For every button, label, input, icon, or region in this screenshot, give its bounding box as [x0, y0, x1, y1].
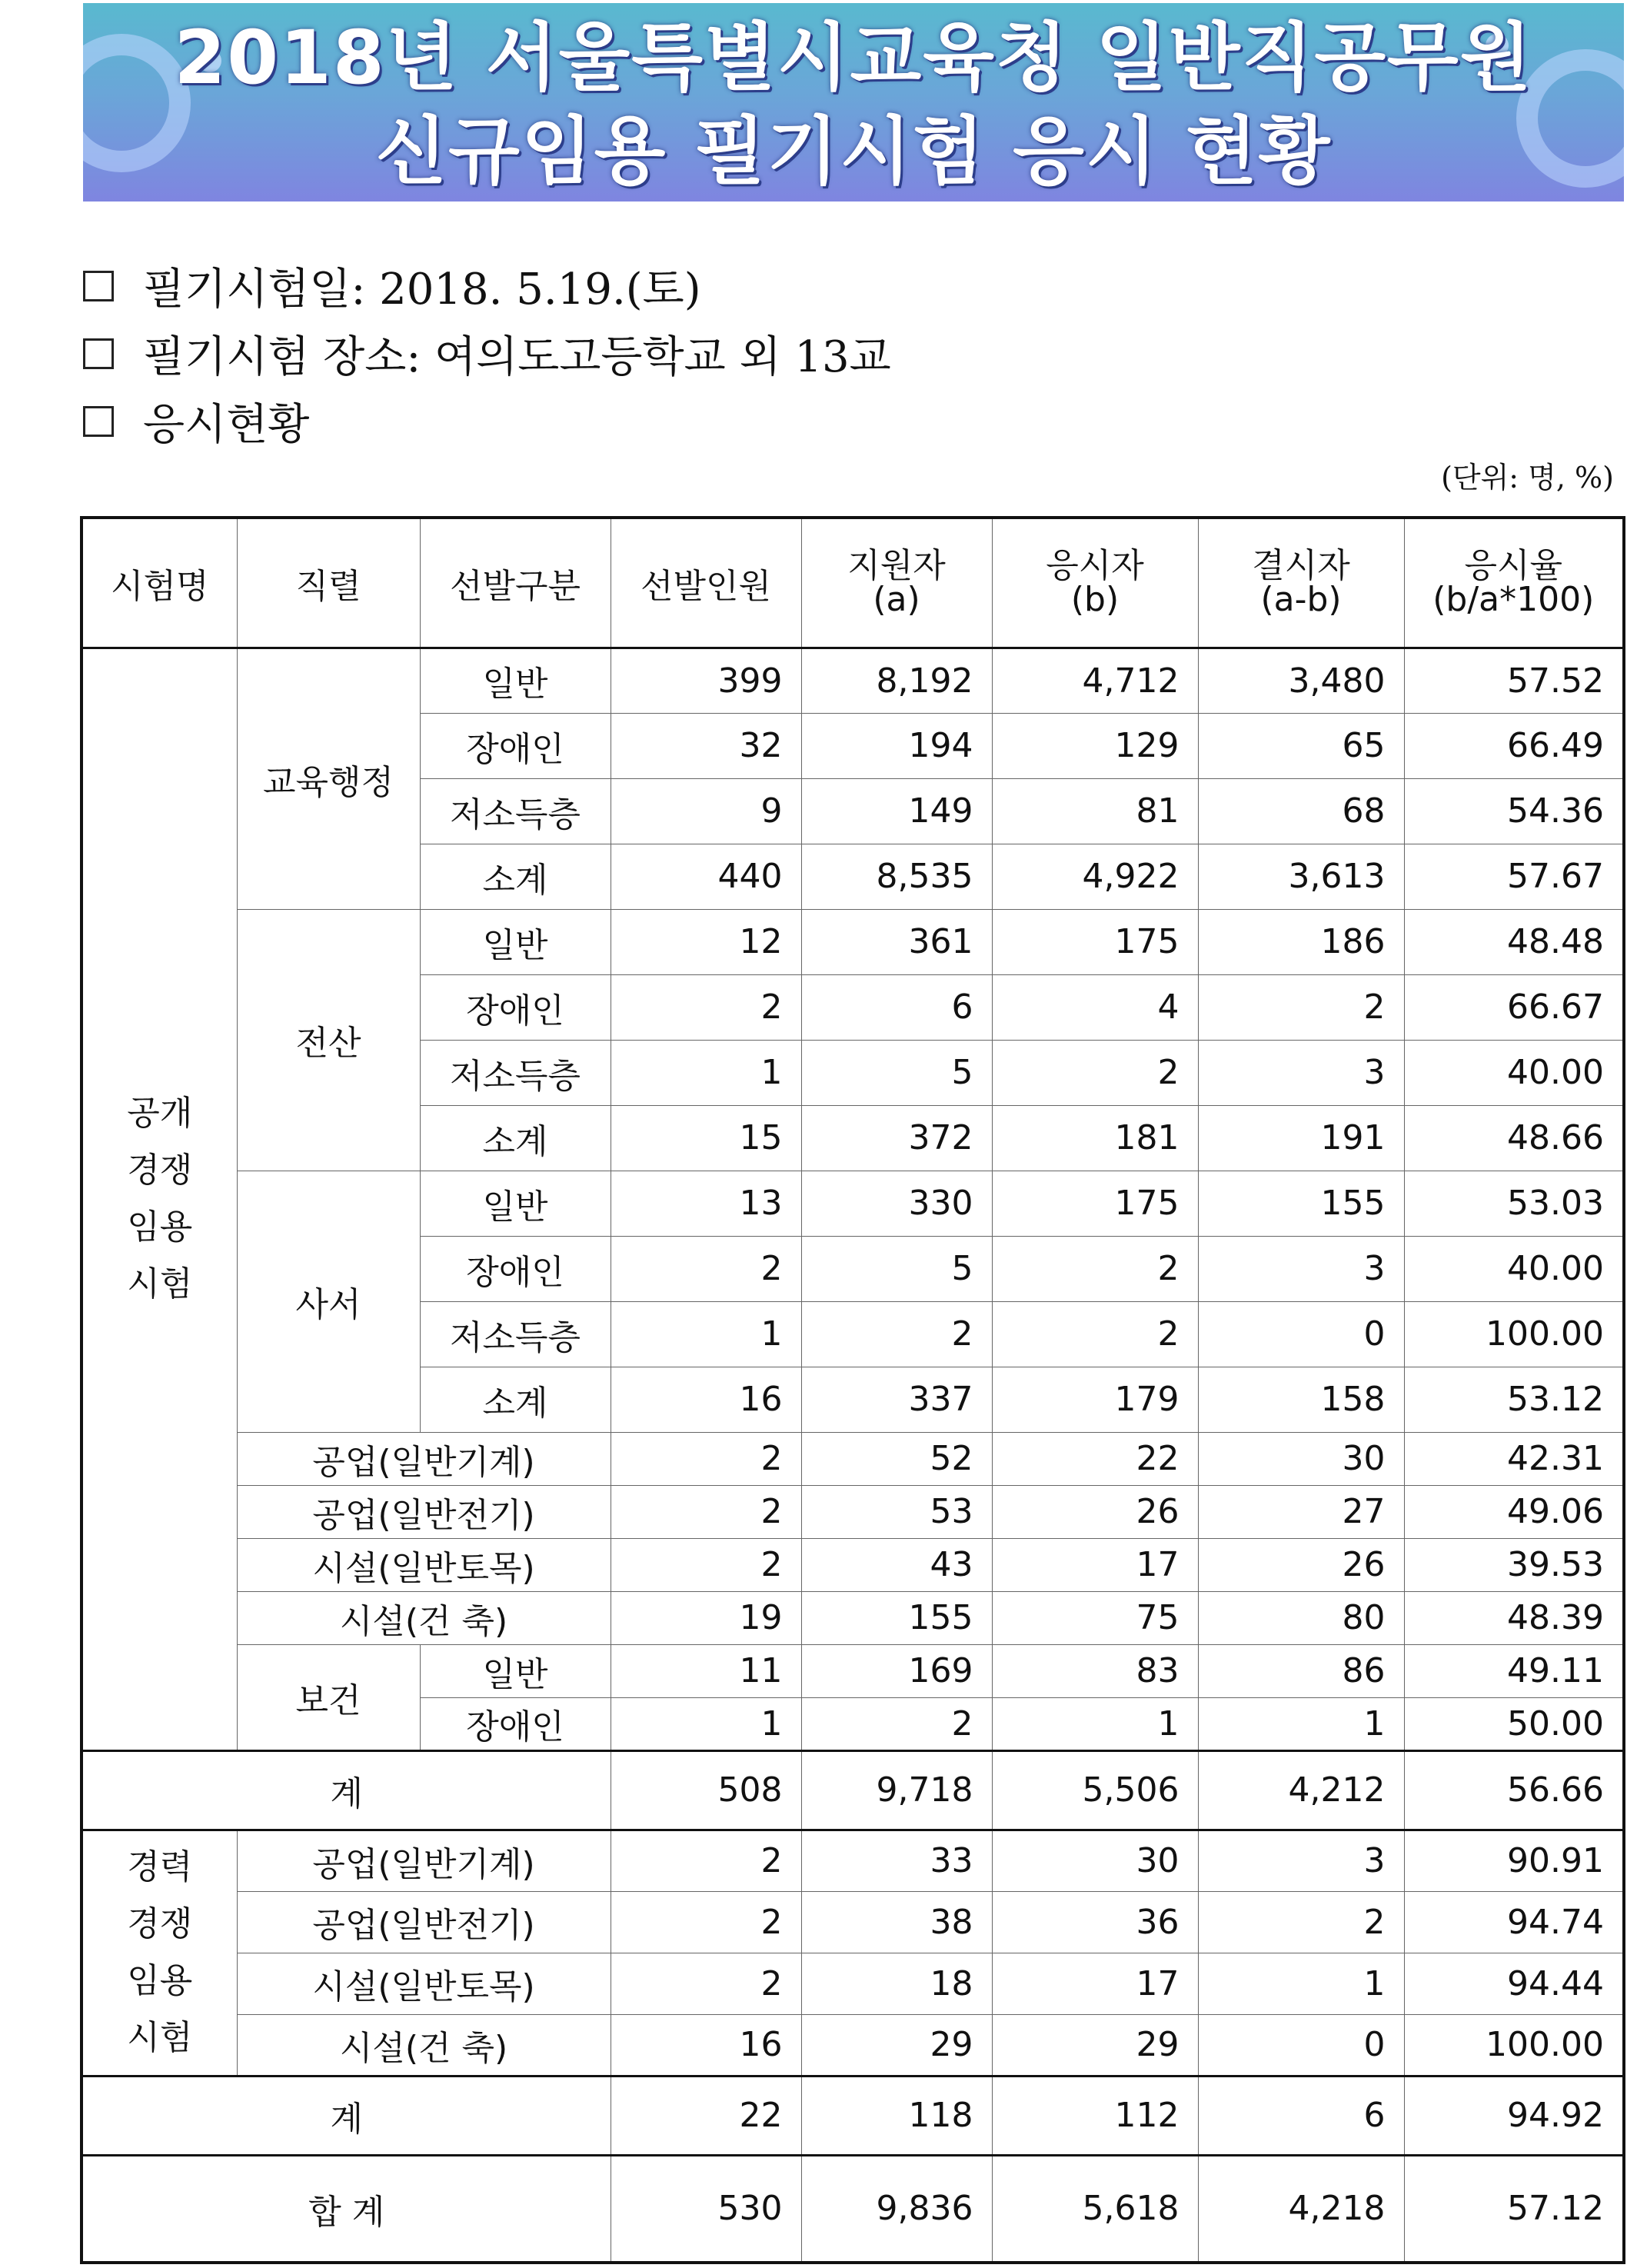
takers-cell: 1: [992, 1697, 1198, 1750]
applicants-cell: 53: [801, 1485, 992, 1538]
rate-cell: 57.12: [1404, 2155, 1624, 2263]
rate-cell: 40.00: [1404, 1040, 1624, 1105]
quota-cell: 2: [611, 1953, 801, 2014]
applicants-cell: 38: [801, 1891, 992, 1953]
header-rate-label: 응시율: [1464, 545, 1562, 585]
takers-cell: 181: [992, 1105, 1198, 1171]
rate-cell: 48.39: [1404, 1591, 1624, 1644]
takers-cell: 75: [992, 1591, 1198, 1644]
job-cell: 시설(건 축): [237, 2014, 611, 2076]
header-exam: 시험명: [82, 518, 237, 648]
takers-cell: 30: [992, 1830, 1198, 1891]
rate-cell: 39.53: [1404, 1538, 1624, 1591]
label-line: 경력: [127, 1847, 193, 1887]
absent-cell: 155: [1198, 1171, 1404, 1236]
rate-cell: 66.67: [1404, 974, 1624, 1040]
type-cell: 장애인: [420, 1236, 611, 1301]
info-item-label: 필기시험 장소: 여의도고등학교 외 13교: [143, 332, 891, 382]
absent-cell: 80: [1198, 1591, 1404, 1644]
rate-cell: 57.52: [1404, 648, 1624, 713]
rate-cell: 42.31: [1404, 1432, 1624, 1485]
job-cell: 공업(일반전기): [237, 1891, 611, 1953]
open-exam-label: [82, 648, 237, 1750]
quota-cell: 2: [611, 1830, 801, 1891]
absent-cell: 1: [1198, 1697, 1404, 1750]
applicants-cell: 43: [801, 1538, 992, 1591]
header-absent: [1198, 518, 1404, 648]
table-row: [82, 1644, 1624, 1697]
applicants-cell: 169: [801, 1644, 992, 1697]
takers-cell: 4,712: [992, 648, 1198, 713]
label-line: 시험: [127, 2018, 193, 2057]
job-cell: 시설(일반토목): [237, 1953, 611, 2014]
type-cell: 일반: [420, 909, 611, 974]
label-line: 공개: [127, 1094, 193, 1133]
quota-cell: 399: [611, 648, 801, 713]
exam-status-table: [80, 516, 1625, 2264]
quota-cell: 32: [611, 713, 801, 778]
header-applicants-sub: (a): [873, 579, 920, 619]
type-cell: 장애인: [420, 974, 611, 1040]
quota-cell: 16: [611, 1367, 801, 1432]
absent-cell: 4,218: [1198, 2155, 1404, 2263]
type-cell: 저소득층: [420, 1040, 611, 1105]
label-line: 경쟁: [127, 1904, 193, 1943]
header-applicants: [801, 518, 992, 648]
absent-cell: 6: [1198, 2076, 1404, 2155]
quota-cell: 2: [611, 1891, 801, 1953]
applicants-cell: 149: [801, 778, 992, 844]
table-row: [82, 1432, 1624, 1485]
absent-cell: 186: [1198, 909, 1404, 974]
rate-cell: 66.49: [1404, 713, 1624, 778]
takers-cell: 17: [992, 1953, 1198, 2014]
applicants-cell: 9,836: [801, 2155, 992, 2263]
quota-cell: 2: [611, 1236, 801, 1301]
table-row: [82, 1485, 1624, 1538]
rate-cell: 49.11: [1404, 1644, 1624, 1697]
job-cell: 공업(일반기계): [237, 1432, 611, 1485]
absent-cell: 2: [1198, 974, 1404, 1040]
absent-cell: 3: [1198, 1236, 1404, 1301]
type-cell: 소계: [420, 844, 611, 909]
absent-cell: 2: [1198, 1891, 1404, 1953]
info-item-place: [83, 320, 891, 388]
header-type: 선발구분: [420, 518, 611, 648]
takers-cell: 5,506: [992, 1750, 1198, 1830]
title-line-1: 2018년 서울특별시교육청 일반직공무원: [174, 15, 1533, 101]
quota-cell: 15: [611, 1105, 801, 1171]
quota-cell: 2: [611, 1485, 801, 1538]
absent-cell: 158: [1198, 1367, 1404, 1432]
table-row: [82, 1830, 1624, 1891]
takers-cell: 26: [992, 1485, 1198, 1538]
quota-cell: 9: [611, 778, 801, 844]
info-item-label: 응시현황: [143, 400, 310, 450]
rate-cell: 48.48: [1404, 909, 1624, 974]
applicants-cell: 361: [801, 909, 992, 974]
info-item-label: 필기시험일: 2018. 5.19.(토): [143, 265, 701, 315]
rate-cell: 57.67: [1404, 844, 1624, 909]
applicants-cell: 337: [801, 1367, 992, 1432]
absent-cell: 4,212: [1198, 1750, 1404, 1830]
applicants-cell: 29: [801, 2014, 992, 2076]
rate-cell: 94.74: [1404, 1891, 1624, 1953]
table-row: [82, 1891, 1624, 1953]
rate-cell: 53.03: [1404, 1171, 1624, 1236]
applicants-cell: 6: [801, 974, 992, 1040]
job-cell: 시설(건 축): [237, 1591, 611, 1644]
rate-cell: 56.66: [1404, 1750, 1624, 1830]
table-row: [82, 1171, 1624, 1236]
applicants-cell: 5: [801, 1040, 992, 1105]
takers-cell: 29: [992, 2014, 1198, 2076]
absent-cell: 3,480: [1198, 648, 1404, 713]
rate-cell: 90.91: [1404, 1830, 1624, 1891]
label-line: 시험: [127, 1264, 193, 1304]
table-row: [82, 648, 1624, 713]
rate-cell: 100.00: [1404, 1301, 1624, 1367]
applicants-cell: 330: [801, 1171, 992, 1236]
career-exam-label: [82, 1830, 237, 2076]
type-cell: 저소득층: [420, 778, 611, 844]
takers-cell: 2: [992, 1236, 1198, 1301]
applicants-cell: 9,718: [801, 1750, 992, 1830]
quota-cell: 1: [611, 1697, 801, 1750]
applicants-cell: 155: [801, 1591, 992, 1644]
job-computing: 전산: [237, 909, 420, 1171]
applicants-cell: 2: [801, 1301, 992, 1367]
info-item-date: [83, 252, 891, 320]
grand-total-label: 합 계: [82, 2155, 611, 2263]
takers-cell: 4: [992, 974, 1198, 1040]
takers-cell: 2: [992, 1040, 1198, 1105]
header-row: [82, 518, 1624, 648]
checkbox-square-icon: [83, 338, 114, 369]
applicants-cell: 52: [801, 1432, 992, 1485]
absent-cell: 3,613: [1198, 844, 1404, 909]
table-row-grand-total: [82, 2155, 1624, 2263]
type-cell: 일반: [420, 1644, 611, 1697]
type-cell: 소계: [420, 1105, 611, 1171]
rate-cell: 94.44: [1404, 1953, 1624, 2014]
job-librarian: 사서: [237, 1171, 420, 1432]
header-job: 직렬: [237, 518, 420, 648]
table-row: [82, 1953, 1624, 2014]
absent-cell: 68: [1198, 778, 1404, 844]
rate-cell: 50.00: [1404, 1697, 1624, 1750]
type-cell: 소계: [420, 1367, 611, 1432]
type-cell: 저소득층: [420, 1301, 611, 1367]
quota-cell: 530: [611, 2155, 801, 2263]
applicants-cell: 33: [801, 1830, 992, 1891]
applicants-cell: 8,192: [801, 648, 992, 713]
quota-cell: 11: [611, 1644, 801, 1697]
job-cell: 공업(일반기계): [237, 1830, 611, 1891]
header-absent-label: 결시자: [1252, 545, 1350, 585]
takers-cell: 129: [992, 713, 1198, 778]
label-line: 임용: [127, 1207, 193, 1247]
header-takers-sub: (b): [1070, 579, 1120, 619]
table-row: [82, 1538, 1624, 1591]
applicants-cell: 118: [801, 2076, 992, 2155]
rate-cell: 100.00: [1404, 2014, 1624, 2076]
applicants-cell: 5: [801, 1236, 992, 1301]
takers-cell: 22: [992, 1432, 1198, 1485]
table-row-total: [82, 2076, 1624, 2155]
table-row: [82, 2014, 1624, 2076]
title-banner: [83, 3, 1624, 201]
takers-cell: 4,922: [992, 844, 1198, 909]
header-applicants-label: 지원자: [847, 545, 946, 585]
job-health: 보건: [237, 1644, 420, 1750]
header-absent-sub: (a-b): [1260, 579, 1342, 619]
quota-cell: 2: [611, 1432, 801, 1485]
absent-cell: 3: [1198, 1830, 1404, 1891]
info-item-status: [83, 388, 891, 455]
absent-cell: 30: [1198, 1432, 1404, 1485]
quota-cell: 1: [611, 1301, 801, 1367]
takers-cell: 175: [992, 909, 1198, 974]
takers-cell: 81: [992, 778, 1198, 844]
quota-cell: 22: [611, 2076, 801, 2155]
checkbox-square-icon: [83, 406, 114, 437]
header-quota: 선발인원: [611, 518, 801, 648]
takers-cell: 175: [992, 1171, 1198, 1236]
unit-note: (단위: 명, %): [1441, 461, 1614, 495]
header-rate-sub: (b/a*100): [1432, 579, 1595, 619]
applicants-cell: 372: [801, 1105, 992, 1171]
quota-cell: 19: [611, 1591, 801, 1644]
total-label: 계: [82, 1750, 611, 1830]
type-cell: 장애인: [420, 713, 611, 778]
rate-cell: 53.12: [1404, 1367, 1624, 1432]
type-cell: 일반: [420, 648, 611, 713]
table-row: [82, 909, 1624, 974]
takers-cell: 5,618: [992, 2155, 1198, 2263]
absent-cell: 27: [1198, 1485, 1404, 1538]
header-takers-label: 응시자: [1046, 545, 1144, 585]
applicants-cell: 2: [801, 1697, 992, 1750]
table-row-total: [82, 1750, 1624, 1830]
job-cell: 공업(일반전기): [237, 1485, 611, 1538]
job-cell: 시설(일반토목): [237, 1538, 611, 1591]
quota-cell: 508: [611, 1750, 801, 1830]
label-line: 경쟁: [127, 1151, 193, 1190]
absent-cell: 191: [1198, 1105, 1404, 1171]
checkbox-square-icon: [83, 271, 114, 301]
takers-cell: 179: [992, 1367, 1198, 1432]
info-list: [83, 252, 891, 455]
quota-cell: 1: [611, 1040, 801, 1105]
absent-cell: 0: [1198, 2014, 1404, 2076]
applicants-cell: 18: [801, 1953, 992, 2014]
header-takers: [992, 518, 1198, 648]
label-line: 임용: [127, 1961, 193, 2000]
title-line-2: 신규임용 필기시험 응시 현황: [375, 108, 1332, 195]
quota-cell: 12: [611, 909, 801, 974]
rate-cell: 94.92: [1404, 2076, 1624, 2155]
applicants-cell: 8,535: [801, 844, 992, 909]
rate-cell: 54.36: [1404, 778, 1624, 844]
quota-cell: 16: [611, 2014, 801, 2076]
quota-cell: 2: [611, 974, 801, 1040]
type-cell: 장애인: [420, 1697, 611, 1750]
table-row: [82, 1591, 1624, 1644]
absent-cell: 1: [1198, 1953, 1404, 2014]
rate-cell: 48.66: [1404, 1105, 1624, 1171]
quota-cell: 440: [611, 844, 801, 909]
takers-cell: 83: [992, 1644, 1198, 1697]
absent-cell: 86: [1198, 1644, 1404, 1697]
takers-cell: 112: [992, 2076, 1198, 2155]
absent-cell: 3: [1198, 1040, 1404, 1105]
rate-cell: 40.00: [1404, 1236, 1624, 1301]
header-rate: [1404, 518, 1624, 648]
absent-cell: 65: [1198, 713, 1404, 778]
applicants-cell: 194: [801, 713, 992, 778]
quota-cell: 2: [611, 1538, 801, 1591]
job-edu-admin: 교육행정: [237, 648, 420, 909]
absent-cell: 0: [1198, 1301, 1404, 1367]
absent-cell: 26: [1198, 1538, 1404, 1591]
total-label: 계: [82, 2076, 611, 2155]
type-cell: 일반: [420, 1171, 611, 1236]
rate-cell: 49.06: [1404, 1485, 1624, 1538]
takers-cell: 36: [992, 1891, 1198, 1953]
takers-cell: 2: [992, 1301, 1198, 1367]
takers-cell: 17: [992, 1538, 1198, 1591]
quota-cell: 13: [611, 1171, 801, 1236]
